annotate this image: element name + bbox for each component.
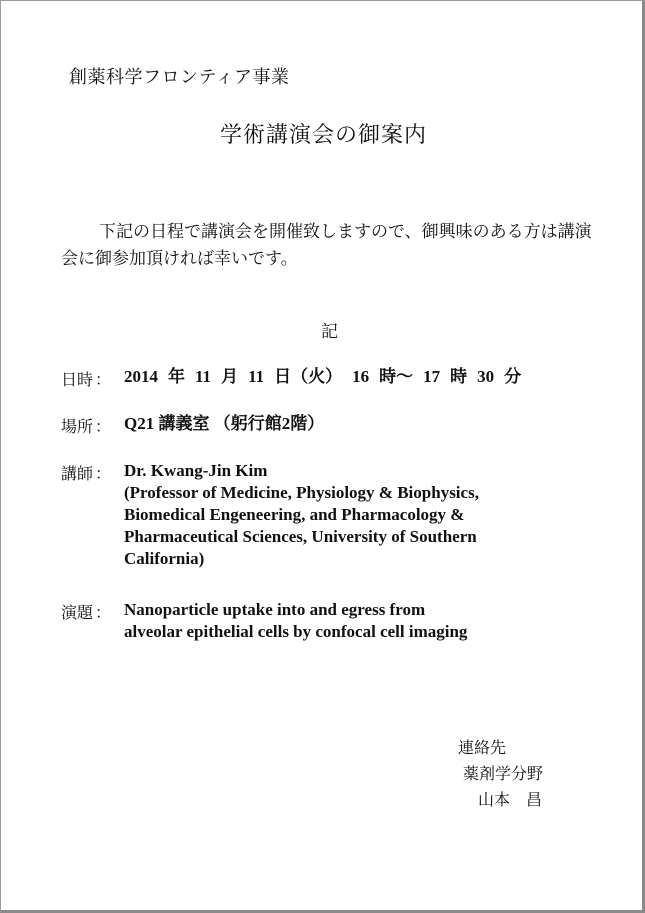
date-month: 11 xyxy=(195,367,212,386)
place-room-name: 講義室 xyxy=(158,414,210,434)
lecturer-label-group xyxy=(61,461,111,484)
lecturer-name: Dr. Kwang-Jin Kim xyxy=(124,461,268,480)
contact-name xyxy=(478,787,542,813)
date-colon: ： xyxy=(95,370,112,389)
page-title: 学術講演会の御案内 xyxy=(219,123,427,148)
date-start-hour: 16 xyxy=(352,367,370,386)
topic-colon: ： xyxy=(95,603,112,622)
place-label-group xyxy=(61,414,111,437)
contact-given-name: 昌 xyxy=(526,790,543,809)
date-label-group xyxy=(61,367,111,390)
date-end-hour: 17 xyxy=(423,367,441,386)
lecturer-colon: ： xyxy=(95,464,112,483)
date-day-unit: 日（火） xyxy=(274,367,343,387)
intro-text: 下記の日程で講演会を開催致しますので、御興味のある方は講演会に御参加頂ければ幸いです。 xyxy=(61,222,592,269)
lecturer-value xyxy=(124,460,479,570)
place-building: （躬行館 xyxy=(213,414,282,434)
contact-surname: 山本 xyxy=(478,790,511,809)
notice-mark: 記 xyxy=(321,322,338,342)
topic-line: alveolar epithelial cells by confocal cell imaging xyxy=(124,622,468,641)
date-label: 日時 xyxy=(61,370,94,389)
lecturer-affiliation-line: Pharmaceutical Sciences, University of Southern xyxy=(124,527,477,546)
date-year-unit: 年 xyxy=(168,367,185,387)
place-colon: ： xyxy=(95,417,112,436)
lecturer-affiliation-line: Biomedical Engeneering, and Pharmacology & xyxy=(124,505,465,524)
place-room: Q21 xyxy=(124,414,155,433)
place-label: 場所 xyxy=(61,417,94,436)
lecturer-affiliation-line: (Professor of Medicine, Physiology & Biophysics, xyxy=(124,483,479,502)
date-end-min-unit: 分 xyxy=(504,367,522,387)
topic-value xyxy=(124,599,467,643)
date-start-unit: 時～ xyxy=(379,367,414,387)
date-value xyxy=(124,366,531,388)
intro-paragraph xyxy=(61,219,601,273)
place-value xyxy=(124,413,324,435)
organization-name: 創薬科学フロンティア事業 xyxy=(69,67,290,88)
date-month-unit: 月 xyxy=(221,367,239,387)
date-year: 2014 xyxy=(124,367,158,386)
topic-label: 演題 xyxy=(61,603,94,622)
topic-line: Nanoparticle uptake into and egress from xyxy=(124,600,426,619)
lecturer-affiliation-line: California) xyxy=(124,549,205,568)
contact-label: 連絡先 xyxy=(458,738,507,757)
date-day: 11 xyxy=(248,367,265,386)
place-floor: 2 xyxy=(281,414,291,433)
date-end-min: 30 xyxy=(477,367,495,386)
lecturer-label: 講師 xyxy=(61,464,94,483)
topic-label-group xyxy=(61,600,111,623)
place-floor-unit: 階） xyxy=(290,414,325,434)
contact-department: 薬剤学分野 xyxy=(463,764,544,783)
date-end-hour-unit: 時 xyxy=(450,367,468,387)
